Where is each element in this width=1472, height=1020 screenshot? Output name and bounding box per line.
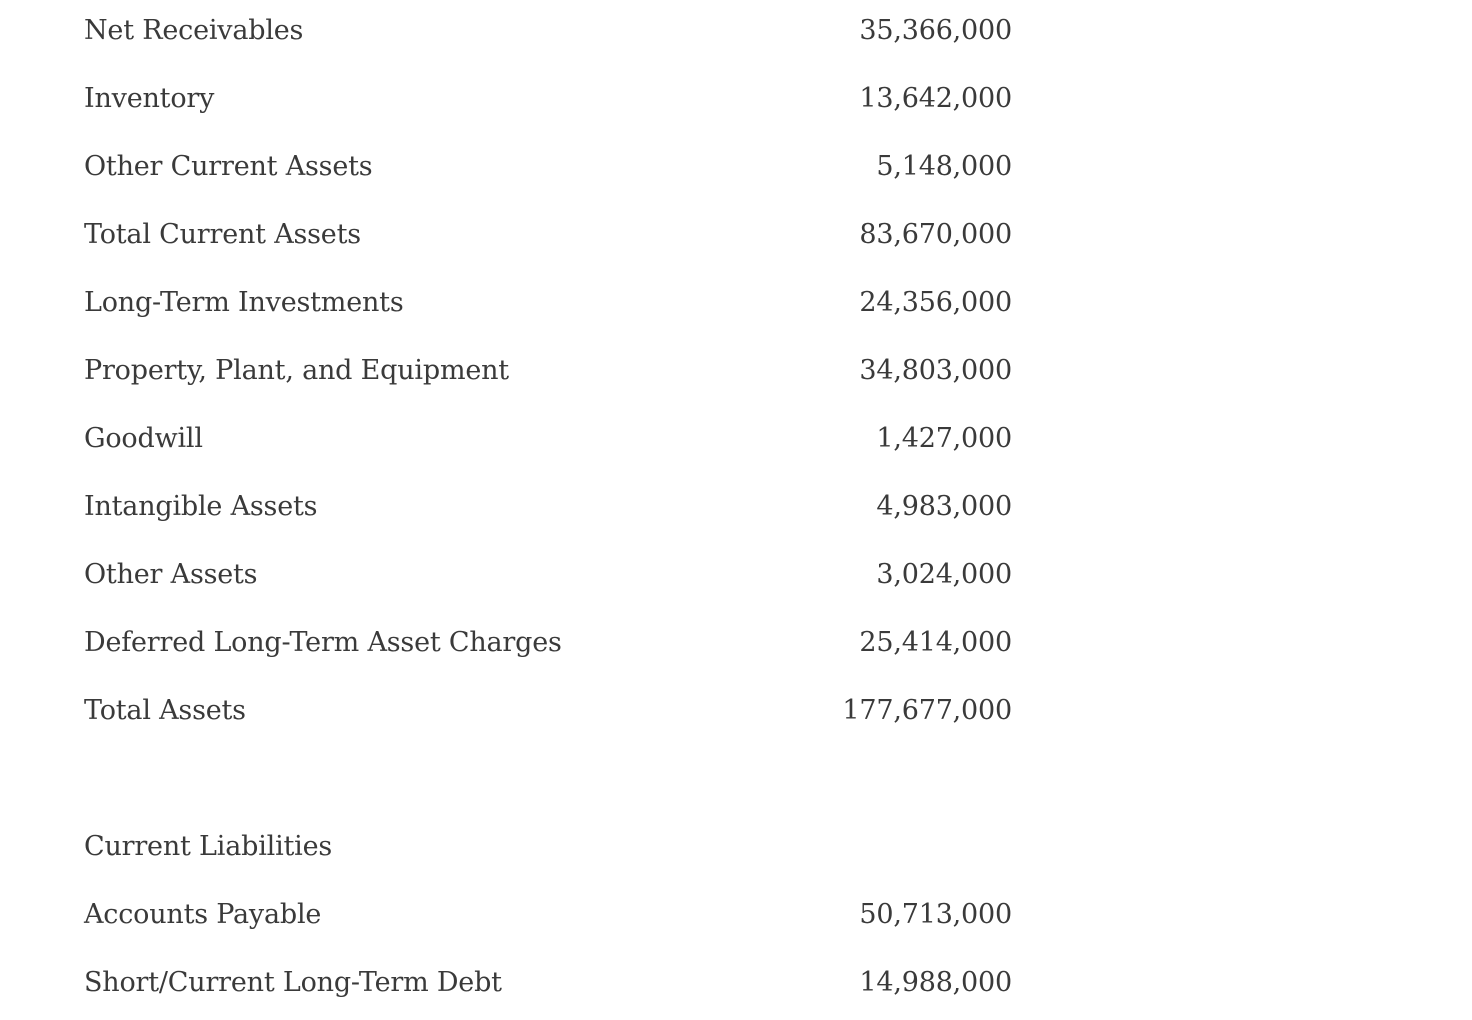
row-label: Goodwill bbox=[84, 423, 203, 454]
row-value: 5,148,000 bbox=[876, 151, 1012, 182]
row-label: Other Assets bbox=[84, 559, 258, 590]
row-label: Short/Current Long-Term Debt bbox=[84, 967, 502, 998]
row-label: Inventory bbox=[84, 83, 215, 114]
balance-sheet bbox=[84, 0, 1012, 1020]
table-row bbox=[84, 544, 1012, 612]
row-label: Accounts Payable bbox=[84, 899, 322, 930]
table-row bbox=[84, 884, 1012, 952]
row-label: Total Assets bbox=[84, 695, 246, 726]
section-heading: Current Liabilities bbox=[84, 831, 333, 862]
row-label: Total Current Assets bbox=[84, 219, 361, 250]
row-label: Net Receivables bbox=[84, 15, 304, 46]
total-assets-row bbox=[84, 680, 1012, 748]
table-row bbox=[84, 340, 1012, 408]
row-value: 24,356,000 bbox=[859, 287, 1012, 318]
row-value: 13,642,000 bbox=[859, 83, 1012, 114]
row-value: 50,713,000 bbox=[859, 899, 1012, 930]
table-row bbox=[84, 612, 1012, 680]
row-label: Deferred Long-Term Asset Charges bbox=[84, 627, 562, 658]
row-label: Property, Plant, and Equipment bbox=[84, 355, 509, 386]
row-value: 83,670,000 bbox=[859, 219, 1012, 250]
row-value: 1,427,000 bbox=[876, 423, 1012, 454]
table-row bbox=[84, 476, 1012, 544]
row-value: 4,983,000 bbox=[876, 491, 1012, 522]
row-value: 177,677,000 bbox=[842, 695, 1012, 726]
row-label: Long-Term Investments bbox=[84, 287, 404, 318]
row-value: 34,803,000 bbox=[859, 355, 1012, 386]
table-row bbox=[84, 272, 1012, 340]
table-row bbox=[84, 68, 1012, 136]
table-row bbox=[84, 204, 1012, 272]
table-row bbox=[84, 0, 1012, 68]
row-label: Intangible Assets bbox=[84, 491, 318, 522]
row-value: 14,988,000 bbox=[859, 967, 1012, 998]
table-row bbox=[84, 952, 1012, 1020]
section-heading-row bbox=[84, 816, 1012, 884]
row-label: Other Current Assets bbox=[84, 151, 373, 182]
section-spacer bbox=[84, 748, 1012, 816]
row-value: 3,024,000 bbox=[876, 559, 1012, 590]
table-row bbox=[84, 408, 1012, 476]
row-value: 25,414,000 bbox=[859, 627, 1012, 658]
row-value: 35,366,000 bbox=[859, 15, 1012, 46]
table-row bbox=[84, 136, 1012, 204]
